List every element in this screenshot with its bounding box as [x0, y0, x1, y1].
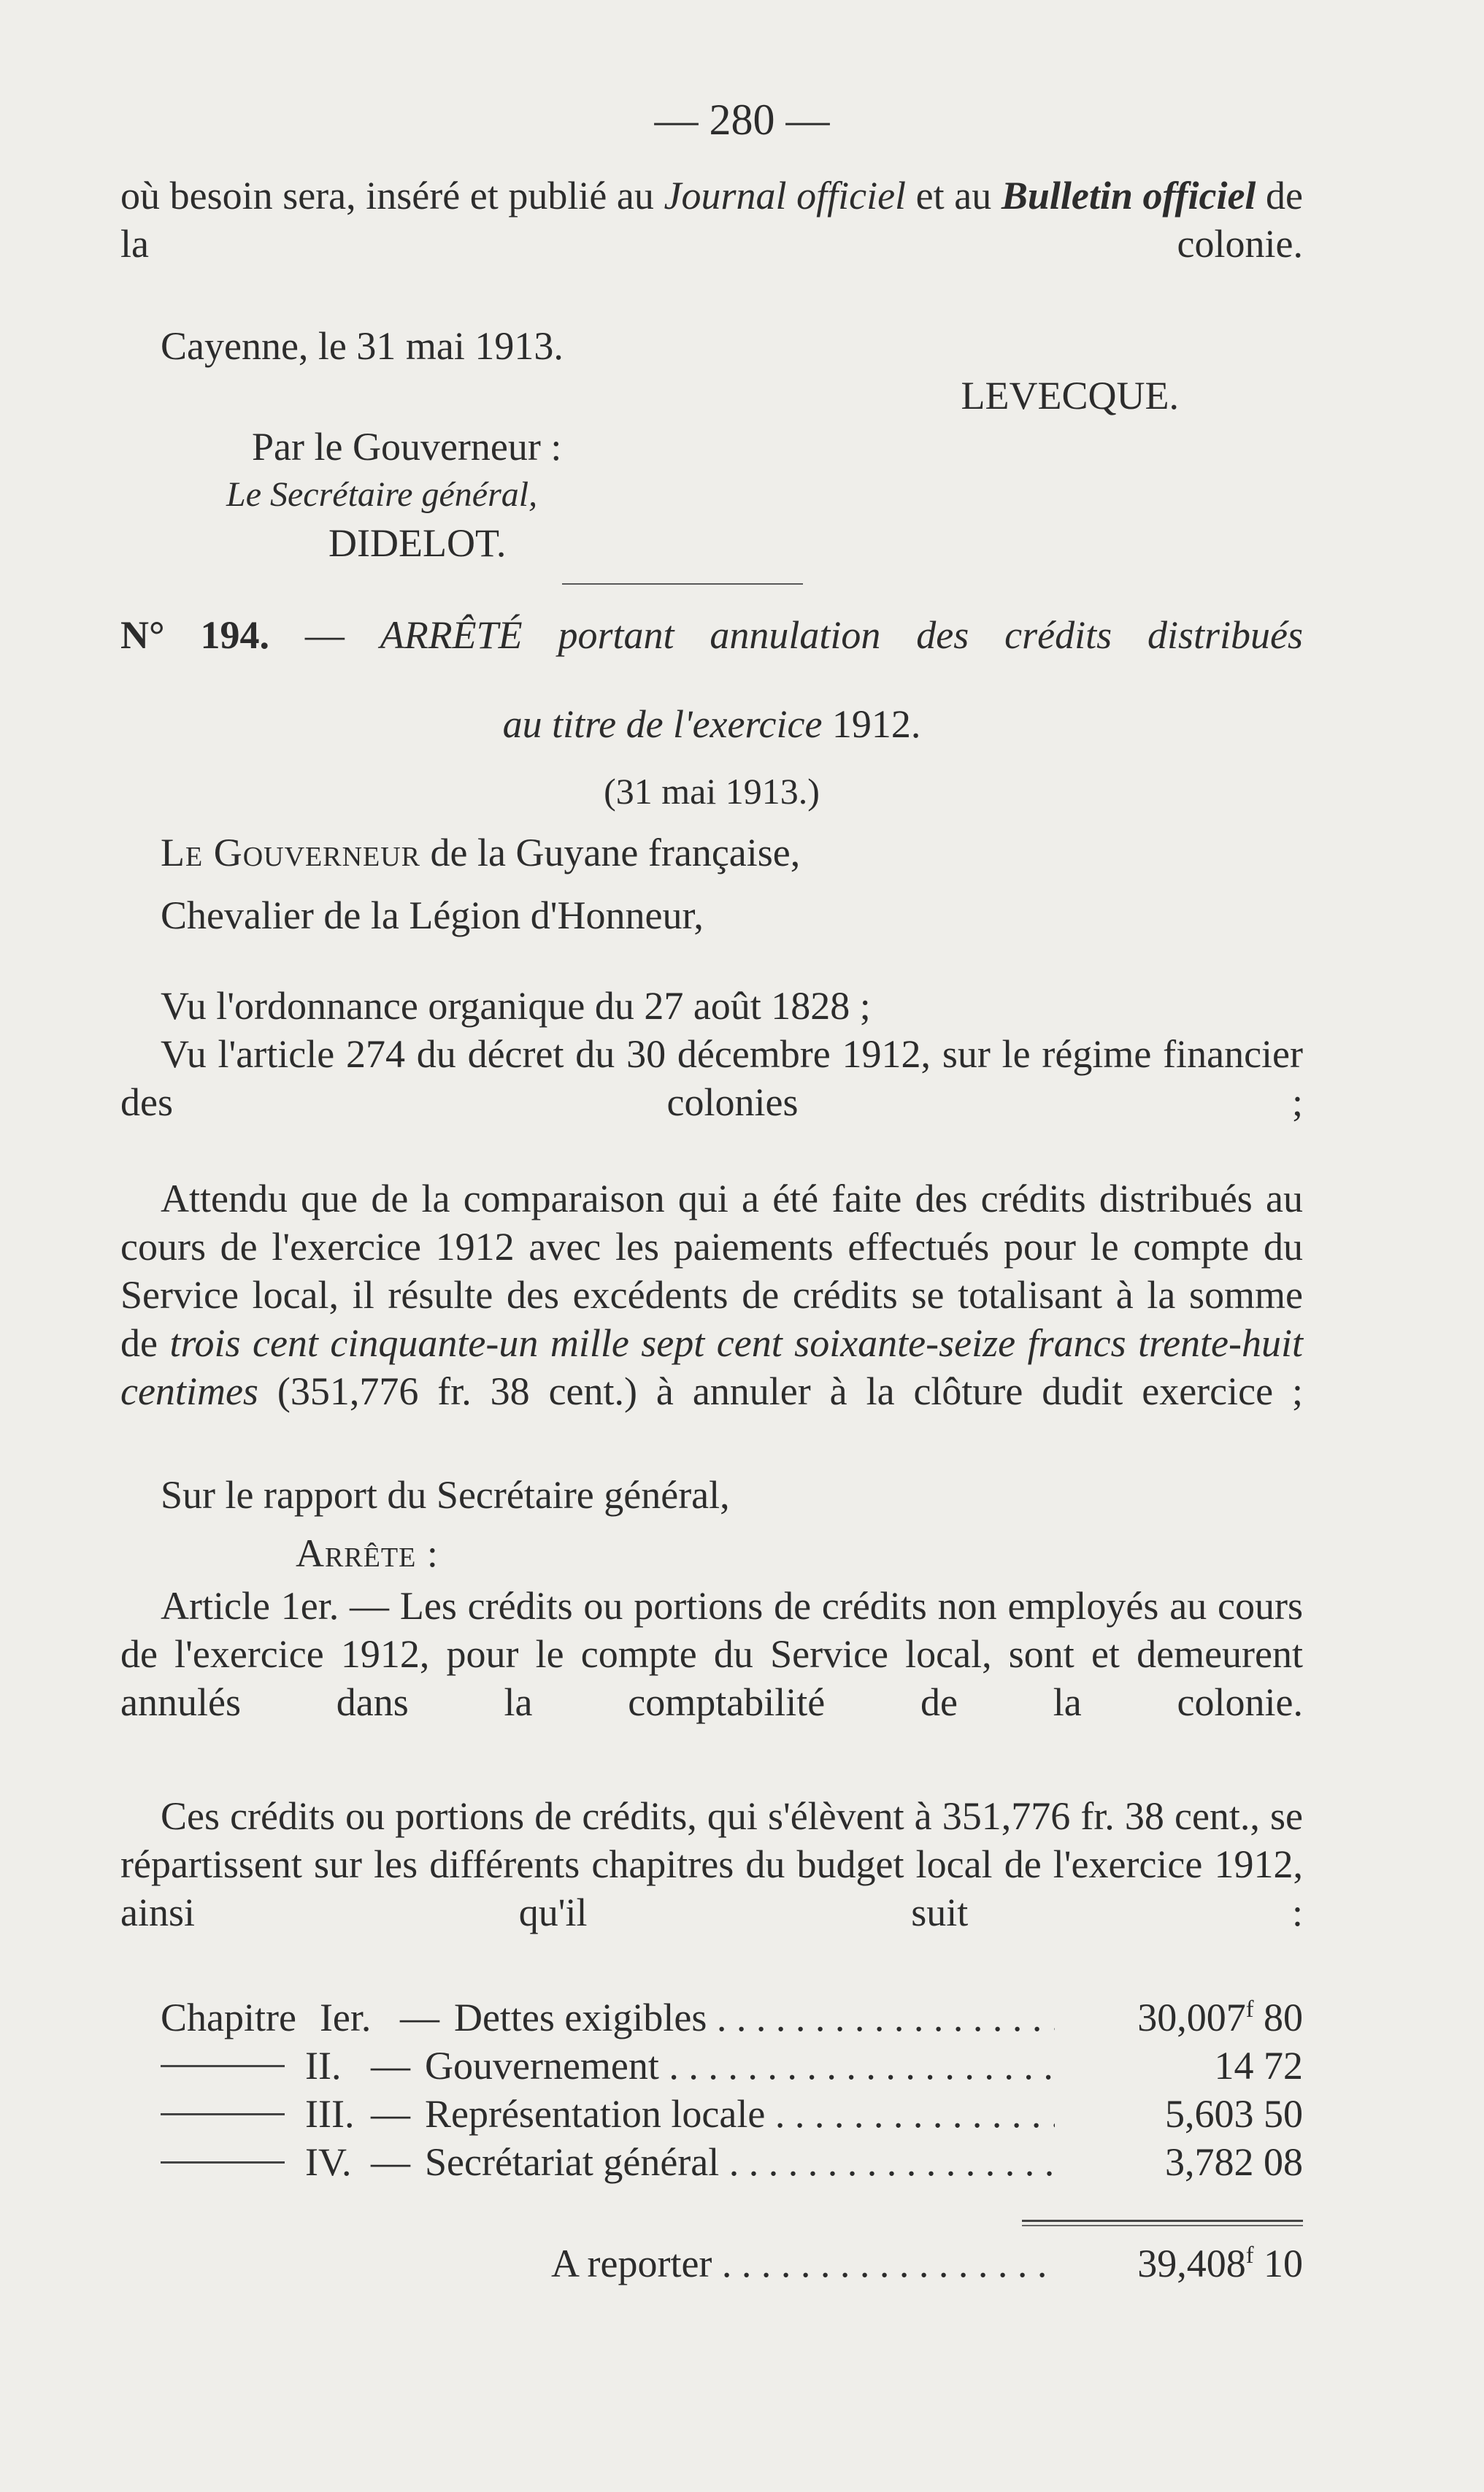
article-paragraph-2: Ces crédits ou portions de crédits, qui s'élèvent à 351,776 fr. 38 cent., se répartissent sur les différents chapitres du budget local de l'exercice 1912, ainsi qu'il suit : [120, 1794, 1303, 1934]
decree-dash: — [269, 613, 380, 657]
place-date: Cayenne, le 31 mai 1913. [161, 324, 564, 368]
journal-officiel: Journal officiel [664, 174, 907, 218]
arrete: Arrête : [296, 1531, 439, 1575]
chapter-amount-main: 5,603 [1165, 2092, 1254, 2136]
chapter-amount-main: 30,007 [1137, 1996, 1246, 2039]
total-amount-main: 39,408 [1137, 2242, 1246, 2285]
chapter-amount-main: 14 [1214, 2044, 1254, 2088]
chapter-dash-rule [161, 2113, 285, 2115]
chapter-amount-cents: 72 [1264, 2044, 1303, 2088]
chapter-amount-unit: f [1245, 1996, 1254, 2023]
chapter-row-3: III. — Représentation locale . . . 5,603 50 [161, 2090, 1303, 2138]
chapter-number: IV. [305, 2140, 352, 2184]
article-1-text: Les crédits ou portions de crédits non employés au cours de l'exercice 1912, pour le compte du Service local, sont et demeurent annulés dans la comptabilité de la colonie. [120, 1584, 1303, 1724]
chapter-amount-cents: 80 [1264, 1996, 1303, 2039]
chapter-number: Ier. [319, 1996, 372, 2039]
decree-type: ARRÊTÉ [380, 613, 523, 657]
authority-rest: de la Guyane française, [420, 831, 801, 874]
chapter-amount [1055, 1993, 1303, 2042]
chapter-dash-rule [161, 2065, 285, 2067]
chapter-number: II. [305, 2044, 342, 2088]
attendu-text-2: (351,776 fr. 38 cent.) à annuler à la clôture dudit exercice ; [258, 1369, 1303, 1413]
intro-text-1: où besoin sera, inséré et publié au [120, 174, 664, 218]
attendu [120, 1174, 1303, 1464]
article-1 [120, 1582, 1303, 1774]
authority [120, 828, 1303, 877]
decree-heading [120, 611, 1303, 748]
decree-number: N° 194. [120, 613, 269, 657]
chapter-prefix: Chapitre [161, 1996, 296, 2039]
bulletin-officiel: Bulletin officiel [1001, 174, 1256, 218]
attendu-words: trois cent cinquante-un mille sept cent soixante-seize francs trente-huit centimes [120, 1321, 1304, 1413]
chapter-amount-cents: 08 [1264, 2140, 1303, 2184]
secretary-title: Le Secrétaire général, [226, 475, 538, 514]
chapter-label: Secrétariat général . . . [425, 2138, 1055, 2186]
total-label: A reporter . . . [551, 2239, 1055, 2288]
separator-rule [562, 583, 803, 585]
chapter-amount-main: 3,782 [1165, 2140, 1254, 2184]
article-1-label: Article 1er. — [161, 1584, 400, 1628]
total-amount-unit: f [1245, 2242, 1254, 2269]
vu-1: Vu l'ordonnance organique du 27 août 1828 ; [161, 984, 871, 1028]
total-rule [161, 2220, 1303, 2226]
page-number: — 280 — [654, 96, 830, 144]
chapter-dash-rule [161, 2161, 285, 2164]
chapter-label: Gouvernement . . . [425, 2042, 1055, 2090]
decree-subject-year: 1912. [831, 702, 921, 746]
chapter-number: III. [305, 2092, 355, 2136]
decree-date: (31 mai 1913.) [604, 771, 820, 812]
total-row [161, 2239, 1303, 2288]
total-amount-cents: 10 [1264, 2242, 1303, 2285]
vu-2: Vu l'article 274 du décret du 30 décembre 1912, sur le régime financier des colonies ; [120, 1032, 1303, 1124]
chapters-table [120, 1993, 1303, 2288]
secretary-name: DIDELOT. [328, 521, 507, 565]
chapter-row-1: Chapitre Ier. — Dettes exigibles . . . 30,007$^f$ 80 [161, 1993, 1303, 2042]
intro-paragraph [120, 172, 1303, 316]
by-governor: Par le Gouverneur : [252, 425, 562, 469]
signatory: LEVECQUE. [961, 374, 1179, 418]
intro-text-3: de la colonie. [120, 174, 1304, 266]
page-body [120, 172, 1303, 2288]
decree-subject-line-1: portant annulation des crédits distribués [522, 613, 1304, 657]
considerations [120, 982, 1303, 1577]
total-amount [1055, 2239, 1303, 2288]
attendu-text-1: Attendu que de la comparaison qui a été faite des crédits distribués au cours de l'exercice 1912 avec les paiements effectués pour le compte du Service local, il résulte des excédents de crédits se totalisant à la somme de [120, 1177, 1303, 1365]
chapter-label: Représentation locale . . . [425, 2090, 1055, 2138]
decree-subject-line-2: au titre de l'exercice [502, 702, 832, 746]
decree-heading-line-1 [120, 611, 1303, 707]
authority-caps: Le Gouverneur [161, 831, 421, 874]
chapter-label: Dettes exigibles . . . [454, 1993, 1055, 2042]
chapter-row-4: IV. — Secrétariat général . . . 3,782 08 [161, 2138, 1303, 2186]
honor: Chevalier de la Légion d'Honneur, [161, 893, 704, 937]
chapter-row-2: II. — Gouvernement . . . 14 72 [161, 2042, 1303, 2090]
chapter-amount [1055, 2138, 1303, 2186]
intro-text-2: et au [906, 174, 1001, 218]
chapter-amount [1055, 2042, 1303, 2090]
chapter-amount [1055, 2090, 1303, 2138]
rapport: Sur le rapport du Secrétaire général, [161, 1473, 730, 1517]
chapter-amount-cents: 50 [1264, 2092, 1303, 2136]
